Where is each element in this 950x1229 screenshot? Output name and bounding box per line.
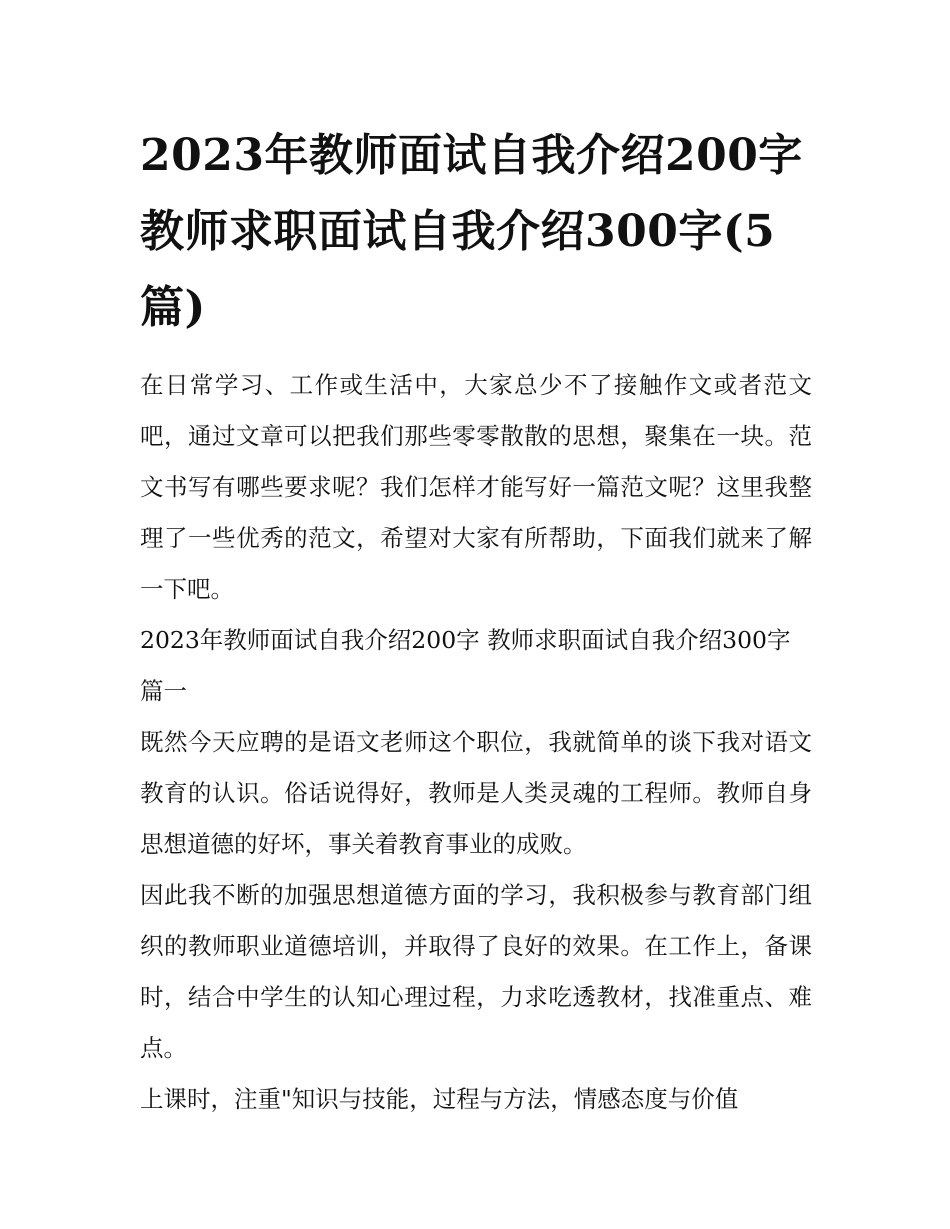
body-paragraph-1: 既然今天应聘的是语文老师这个职位，我就简单的谈下我对语文教育的认识。俗话说得好，教师是人类灵魂的工程师。教师自身思想道德的好坏，事关着教育事业的成败。 — [140, 728, 812, 858]
section-heading: 2023年教师面试自我介绍200字 教师求职面试自我介绍300字篇一 — [140, 626, 791, 705]
intro-paragraph: 在日常学习、工作或生活中，大家总少不了接触作文或者范文吧，通过文章可以把我们那些零零散散的思想，聚集在一块。范文书写有哪些要求呢？我们怎样才能写好一篇范文呢？这里我整理了一些优秀的范文，希望对大家有所帮助，下面我们就来了解一下吧。 — [140, 371, 812, 603]
body-paragraph-3: 上课时，注重"知识与技能，过程与方法，情感态度与价值 — [140, 1085, 739, 1113]
document-title: 2023年教师面试自我介绍200字 教师求职面试自我介绍300字(5篇) — [140, 130, 803, 333]
document-page — [140, 118, 812, 1125]
body-paragraph-2: 因此我不断的加强思想道德方面的学习，我积极参与教育部门组织的教师职业道德培训，并取得了良好的效果。在工作上，备课时，结合中学生的认知心理过程，力求吃透教材，找准重点、难点。 — [140, 881, 812, 1062]
